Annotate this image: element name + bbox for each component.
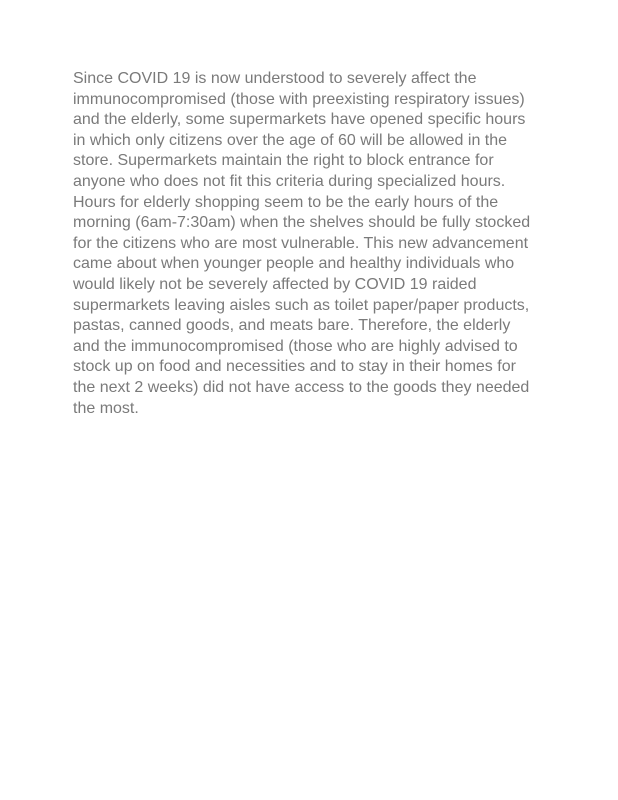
paragraph-line: supermarkets leaving aisles such as toilet paper/paper products,	[73, 296, 530, 314]
paragraph-line: pastas, canned goods, and meats bare. Therefore, the elderly	[73, 317, 511, 335]
body-paragraph	[73, 69, 553, 419]
paragraph-line: the next 2 weeks) did not have access to the goods they needed	[73, 378, 530, 396]
paragraph-line: and the immunocompromised (those who are highly advised to	[73, 337, 518, 355]
paragraph-line: stock up on food and necessities and to stay in their homes for	[73, 358, 516, 376]
paragraph-line: came about when younger people and healthy individuals who	[73, 255, 515, 273]
paragraph-line: for the citizens who are most vulnerable. This new advancement	[73, 234, 529, 252]
paragraph-line: the most.	[73, 399, 139, 417]
paragraph-line: store. Supermarkets maintain the right to block entrance for	[73, 152, 494, 170]
paragraph-line: would likely not be severely affected by COVID 19 raided	[73, 275, 477, 293]
paragraph-line: and the elderly, some supermarkets have opened specific hours	[73, 111, 526, 129]
paragraph-line: immunocompromised (those with preexisting respiratory issues)	[73, 90, 525, 108]
paragraph-line: anyone who does not fit this criteria during specialized hours.	[73, 172, 506, 190]
paragraph-line: Since COVID 19 is now understood to severely affect the	[73, 70, 477, 87]
paragraph-line: Hours for elderly shopping seem to be the early hours of the	[73, 193, 499, 211]
paragraph-line: morning (6am-7:30am) when the shelves should be fully stocked	[73, 214, 531, 232]
paragraph-line: in which only citizens over the age of 60 will be allowed in the	[73, 131, 508, 149]
